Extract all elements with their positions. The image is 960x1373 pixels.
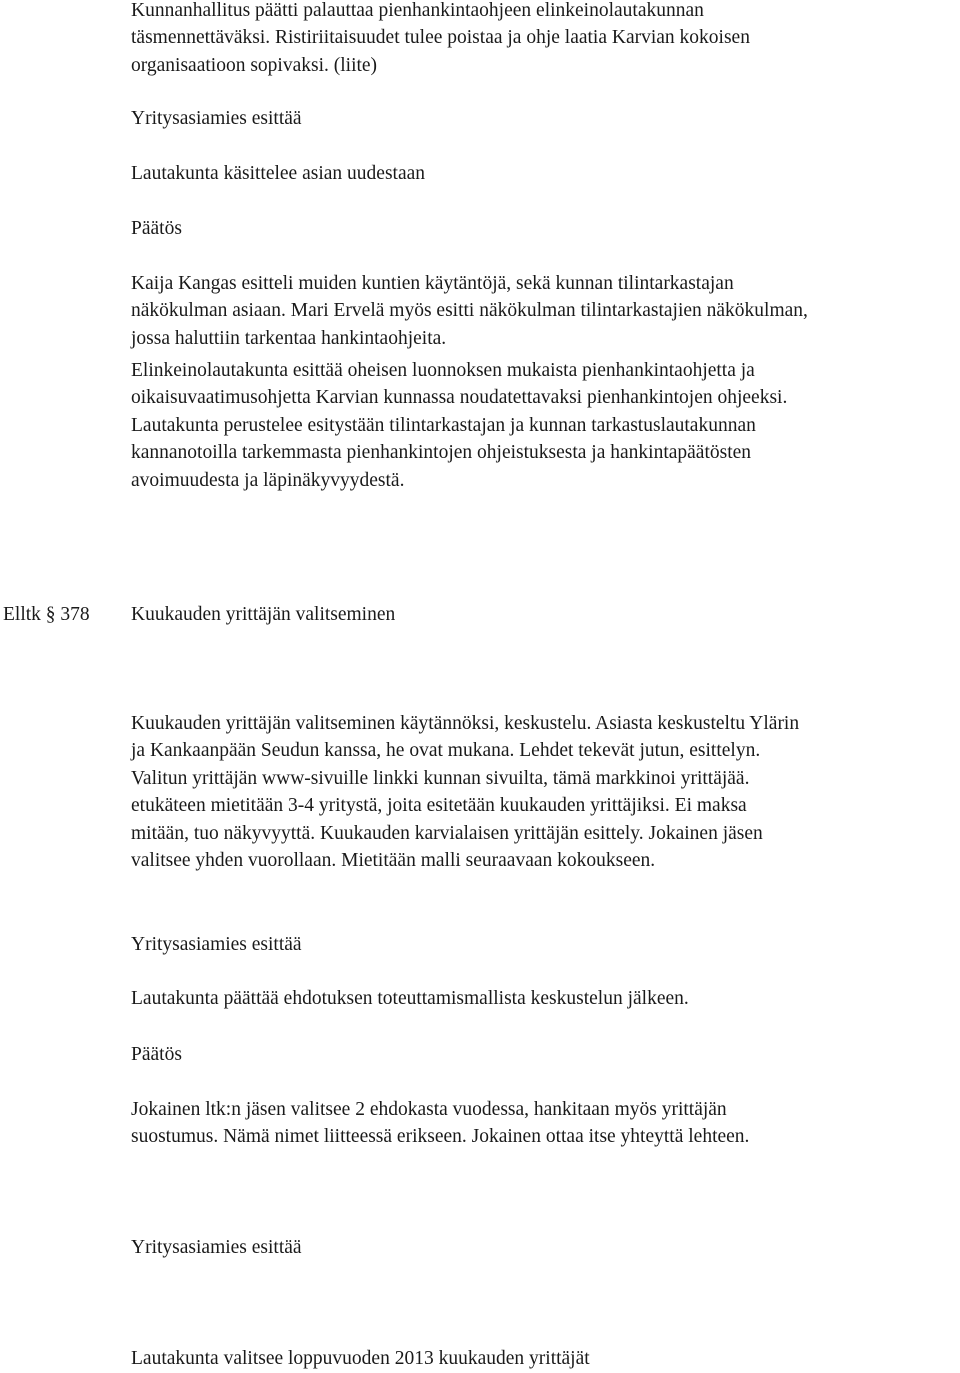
text-line: näkökulman asiaan. Mari Ervelä myös esitti näkökulman tilintarkastajien näkökulman, [131, 300, 808, 322]
section-code: Elltk § 378 [3, 604, 90, 625]
decision-label: Päätös [131, 218, 182, 239]
presenter-line: Yritysasiamies esittää [131, 108, 302, 129]
text-line: oikaisuvaatimusohjetta Karvian kunnassa noudatettavaksi pienhankintojen ohjeeksi. [131, 387, 788, 409]
proposal-line: Lautakunta päättää ehdotuksen toteuttamismallista keskustelun jälkeen. [131, 988, 689, 1009]
text-line: Kunnanhallitus päätti palauttaa pienhankintaohjeen elinkeinolautakunnan [131, 0, 704, 21]
proposal-line: Lautakunta käsittelee asian uudestaan [131, 163, 426, 184]
text-line: etukäteen mietitään 3-4 yritystä, joita esitetään kuukauden yrittäjiksi. Ei maksa [131, 795, 747, 817]
text-line: suostumus. Nämä nimet liitteessä erikseen. Jokainen ottaa itse yhteyttä lehteen. [131, 1126, 750, 1148]
text-line: Kaija Kangas esitteli muiden kuntien käytäntöjä, sekä kunnan tilintarkastajan [131, 273, 734, 294]
presenter-line: Yritysasiamies esittää [131, 934, 302, 955]
text-line: ja Kankaanpään Seudun kanssa, he ovat mukana. Lehdet tekevät jutun, esittelyn. [131, 740, 761, 762]
text-line: Kuukauden yrittäjän valitseminen käytännöksi, keskustelu. Asiasta keskusteltu Ylärin [131, 713, 800, 734]
text-line: avoimuudesta ja läpinäkyvyydestä. [131, 469, 405, 491]
decision-label: Päätös [131, 1044, 182, 1065]
section-body-paragraph [131, 710, 960, 874]
text-line: Elinkeinolautakunta esittää oheisen luonnoksen mukaista pienhankintaohjetta ja [131, 360, 755, 381]
intro-paragraph [131, 0, 960, 79]
text-line: mitään, tuo näkyvyyttä. Kuukauden karvialaisen yrittäjän esittely. Jokainen jäsen [131, 822, 763, 844]
text-line: Jokainen ltk:n jäsen valitsee 2 ehdokasta vuodessa, hankitaan myös yrittäjän [131, 1099, 727, 1120]
section-title: Kuukauden yrittäjän valitseminen [131, 604, 396, 625]
decision-paragraph [131, 1096, 960, 1151]
text-line: Lautakunta perustelee esitystään tilintarkastajan ja kunnan tarkastuslautakunnan [131, 414, 756, 436]
text-line: organisaatioon sopivaksi. (liite) [131, 54, 378, 76]
text-line: jossa haluttiin tarkentaa hankintaohjeita. [131, 327, 447, 349]
presenter-line: Yritysasiamies esittää [131, 1237, 302, 1258]
decision-paragraph [131, 270, 960, 352]
text-line: kannanotoilla tarkemmasta pienhankintojen ohjeistuksesta ja hankintapäätösten [131, 442, 752, 464]
proposal-line: Lautakunta valitsee loppuvuoden 2013 kuukauden yrittäjät [131, 1348, 590, 1369]
text-line: täsmennettäväksi. Ristiriitaisuudet tulee poistaa ja ohje laatia Karvian kokoisen [131, 27, 750, 49]
text-line: valitsee yhden vuorollaan. Mietitään malli seuraavaan kokoukseen. [131, 850, 656, 872]
text-line: Valitun yrittäjän www-sivuille linkki kunnan sivuilta, tämä markkinoi yrittäjää. [131, 767, 750, 789]
statement-paragraph [131, 357, 960, 494]
